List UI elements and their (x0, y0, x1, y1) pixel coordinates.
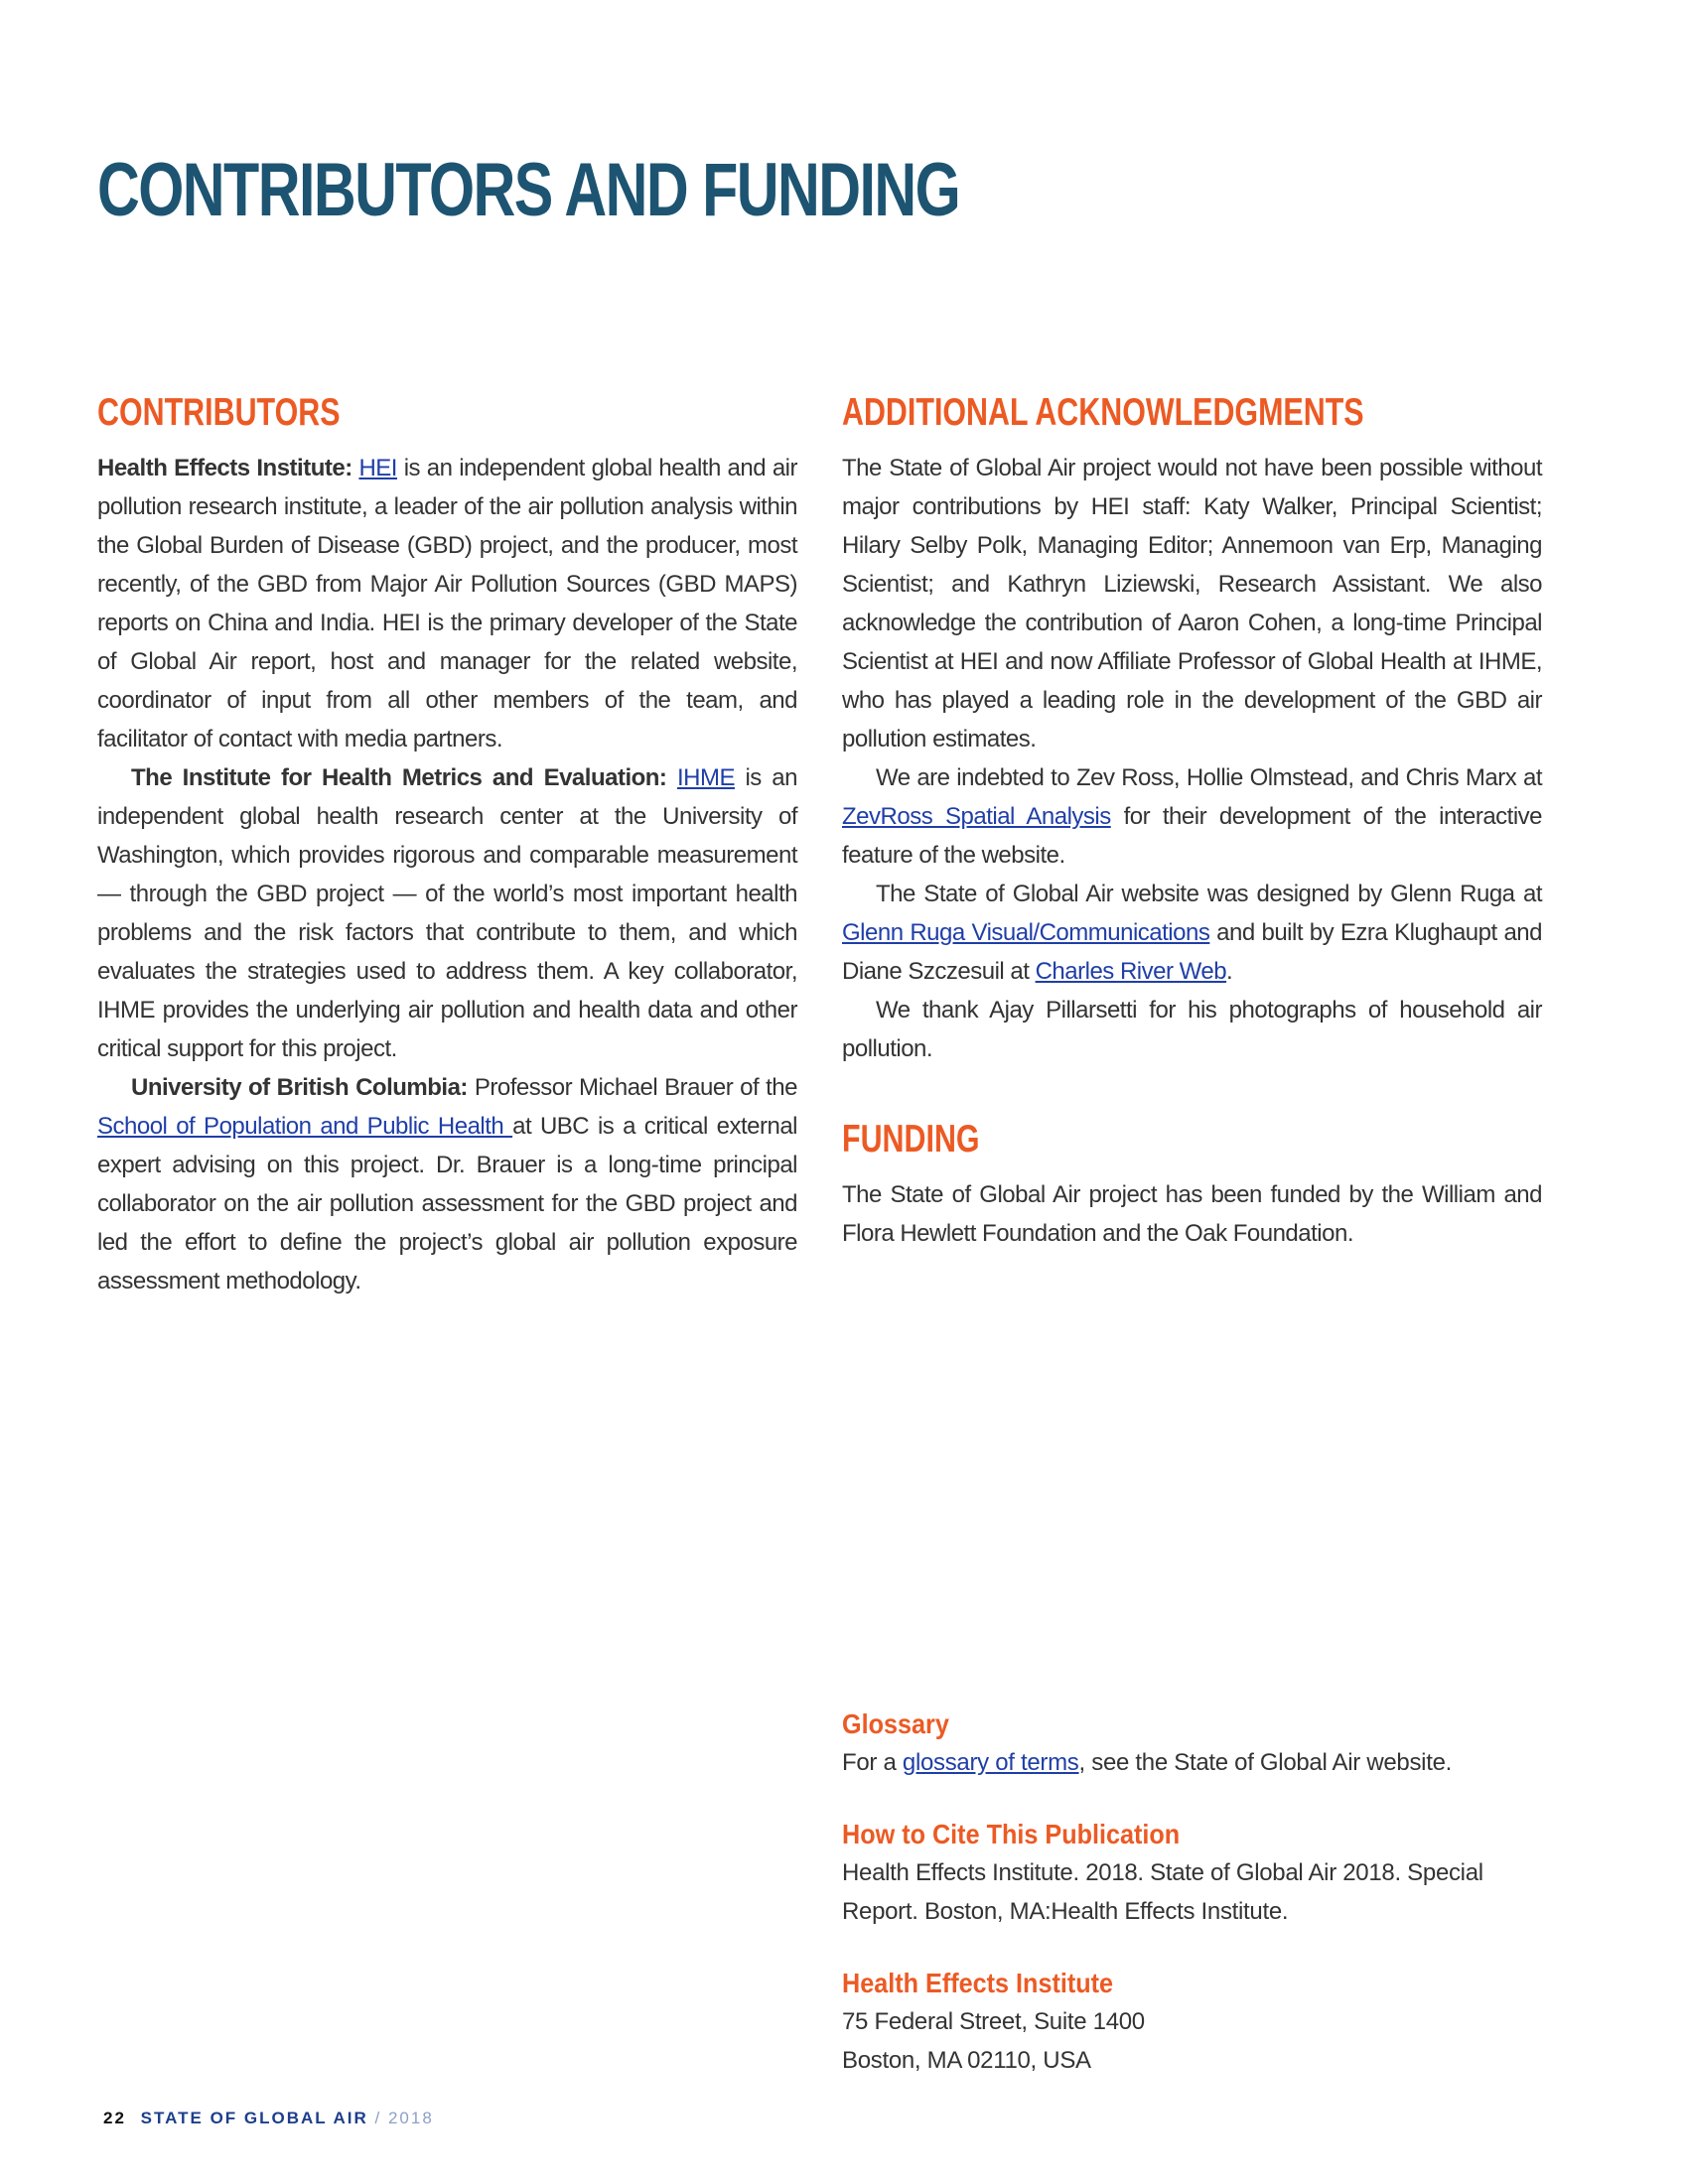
glossary-after: , see the State of Global Air website. (1078, 1749, 1452, 1776)
contributors-ihme-paragraph (97, 758, 797, 1068)
funding-section (842, 1116, 1542, 1253)
ubc-lead: University of British Columbia: (131, 1074, 468, 1101)
hei-text: is an independent global health and air pollution research institute, a leader of the air pollution analysis within the Global Burden of Disease (GBD) project, and the producer, most recently, of the GBD from Major Air Pollution Sources (GBD MAPS) reports on China and India. HEI is the primary developer of the State of Global Air report, host and manager for the related website, coordinator of input from all other members of the team, and facilitator of contact with media partners. (97, 455, 797, 752)
cite-line-1: Health Effects Institute. 2018. State of Global Air 2018. Special (842, 1859, 1483, 1886)
acknowledgments-paragraph-3 (842, 875, 1542, 991)
acknowledgments-column (842, 389, 1542, 1253)
school-of-population-link[interactable]: School of Population and Public Health (97, 1113, 513, 1140)
ack2-before: We are indebted to Zev Ross, Hollie Olmstead, and Chris Marx at (876, 764, 1542, 791)
zevross-link[interactable]: ZevRoss Spatial Analysis (842, 803, 1111, 830)
ihme-link[interactable]: IHME (676, 764, 735, 791)
glossary-link[interactable]: glossary of terms (902, 1749, 1079, 1776)
contributors-column (97, 389, 797, 1300)
acknowledgments-paragraph-1: The State of Global Air project would not have been possible without major contributions by HEI staff: Katy Walker, Principal Scientist; Hilary Selby Polk, Managing Editor; Annemoon van Erp, Managing Scientist; and Kathryn Liziewski, Research Assistant. We also acknowledge the contribution of Aaron Cohen, a long-time Principal Scientist at HEI and now Affiliate Professor of Global Health at IHME, who has played a leading role in the development of the GBD air pollution estimates. (842, 455, 1542, 752)
publication-year: 2018 (387, 2109, 434, 2127)
ubc-text-before: Professor Michael Brauer of the (467, 1074, 797, 1101)
acknowledgments-heading: ADDITIONAL ACKNOWLEDGMENTS (842, 391, 1364, 434)
acknowledgments-paragraph-4: We thank Ajay Pillarsetti for his photographs of household air pollution. (842, 997, 1542, 1062)
page-number: 22 (103, 2109, 126, 2127)
cite-line-2: Report. Boston, MA:Health Effects Institute. (842, 1898, 1289, 1925)
hei-address-heading: Health Effects Institute (842, 1968, 1114, 1998)
cite-heading: How to Cite This Publication (842, 1819, 1181, 1849)
page-title: CONTRIBUTORS AND FUNDING (97, 148, 960, 232)
publication-name: STATE OF GLOBAL AIR (140, 2109, 368, 2127)
glossary-heading: Glossary (842, 1708, 949, 1739)
hei-link[interactable]: HEI (358, 455, 397, 481)
ihme-text: is an independent global health research center at the University of Washington, which provides rigorous and comparable measurement — through the GBD project — of the world’s most important health problems and the risk factors that contribute to them, and which evaluates the strategies used to address them. A key collaborator, IHME provides the underlying air pollution and health data and other critical support for this project. (97, 764, 797, 1062)
ihme-lead: The Institute for Health Metrics and Evaluation: (131, 764, 667, 791)
glossary-text (842, 1743, 1542, 1782)
hei-lead: Health Effects Institute: (97, 455, 352, 481)
hei-address-line-1: 75 Federal Street, Suite 1400 (842, 2008, 1145, 2035)
ack3-before: The State of Global Air website was designed by Glenn Ruga at (876, 881, 1542, 907)
footer-separator: / (374, 2109, 382, 2127)
ack3-middle: and built by Ezra Klughaupt and Diane Szczesuil at (842, 919, 1542, 985)
ubc-text-after: at UBC is a critical external expert advising on this project. Dr. Brauer is a long-time principal collaborator on the air pollution assessment for the GBD project and led the effort to define the project’s global air pollution exposure assessment methodology. (97, 1113, 797, 1295)
info-block (842, 1706, 1542, 2080)
charles-river-web-link[interactable]: Charles River Web (1035, 958, 1227, 985)
contributors-ubc-paragraph (97, 1068, 797, 1300)
page-footer (103, 2109, 434, 2128)
ack2-after: for their development of the interactive feature of the website. (842, 803, 1543, 869)
glossary-before: For a (842, 1749, 903, 1776)
contributors-hei-paragraph (97, 449, 797, 758)
contributors-heading: CONTRIBUTORS (97, 391, 341, 434)
funding-heading: FUNDING (842, 1118, 980, 1160)
ack3-after: . (1226, 958, 1233, 985)
acknowledgments-paragraph-2 (842, 758, 1542, 875)
hei-address-line-2: Boston, MA 02110, USA (842, 2047, 1091, 2074)
glenn-ruga-link[interactable]: Glenn Ruga Visual/Communications (842, 919, 1210, 946)
funding-text: The State of Global Air project has been funded by the William and Flora Hewlett Foundation and the Oak Foundation. (842, 1181, 1542, 1247)
